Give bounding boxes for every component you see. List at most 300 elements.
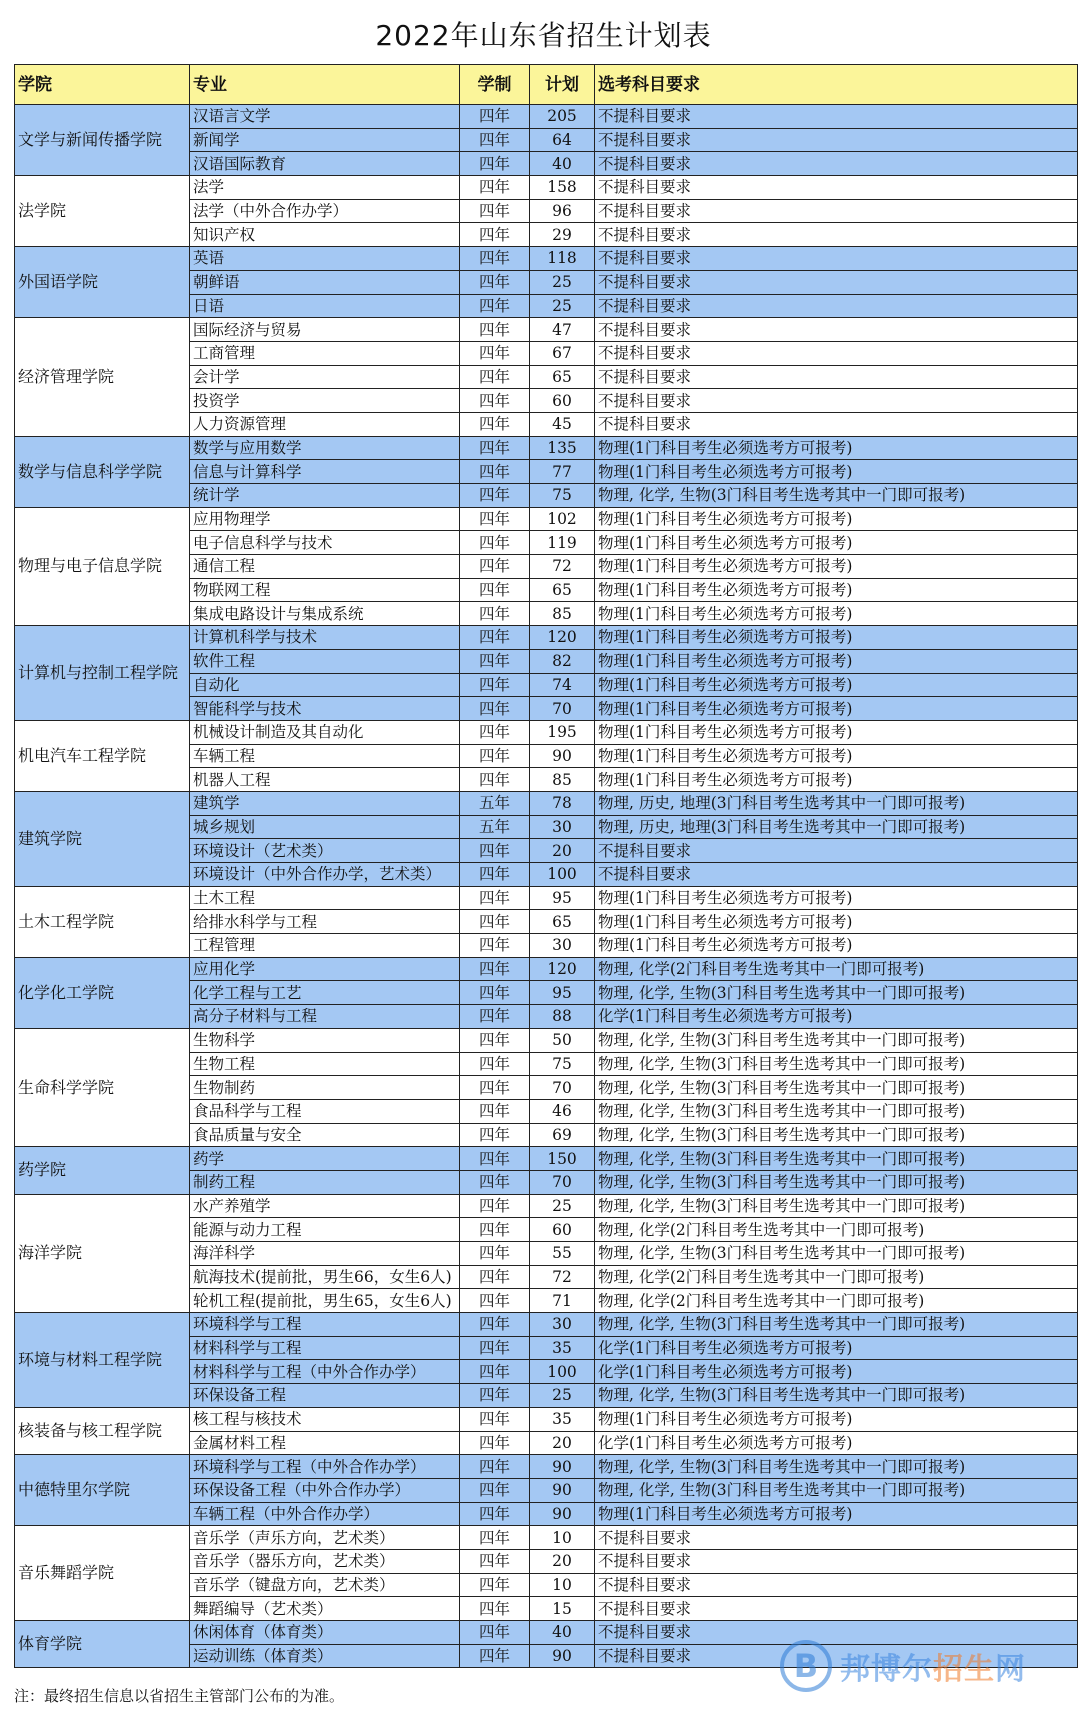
major-cell: 制药工程 bbox=[190, 1170, 460, 1194]
req-cell: 物理, 化学, 生物(3门科目考生选考其中一门即可报考) bbox=[595, 1052, 1078, 1076]
college-cell: 文学与新闻传播学院 bbox=[15, 105, 190, 176]
table-row bbox=[15, 105, 1078, 129]
major-cell: 材料科学与工程（中外合作办学） bbox=[190, 1360, 460, 1384]
req-cell: 不提科目要求 bbox=[595, 294, 1078, 318]
req-cell: 化学(1门科目考生必须选考方可报考) bbox=[595, 1336, 1078, 1360]
major-cell: 通信工程 bbox=[190, 555, 460, 579]
major-cell: 知识产权 bbox=[190, 223, 460, 247]
table-row bbox=[15, 1147, 1078, 1171]
plan-cell: 135 bbox=[530, 436, 595, 460]
req-cell: 物理(1门科目考生必须选考方可报考) bbox=[595, 626, 1078, 650]
years-cell: 四年 bbox=[460, 720, 530, 744]
plan-cell: 71 bbox=[530, 1289, 595, 1313]
header-requirement: 选考科目要求 bbox=[595, 65, 1078, 105]
req-cell: 化学(1门科目考生必须选考方可报考) bbox=[595, 1431, 1078, 1455]
years-cell: 四年 bbox=[460, 1597, 530, 1621]
major-cell: 化学工程与工艺 bbox=[190, 981, 460, 1005]
years-cell: 四年 bbox=[460, 626, 530, 650]
college-cell: 外国语学院 bbox=[15, 247, 190, 318]
years-cell: 四年 bbox=[460, 484, 530, 508]
years-cell: 四年 bbox=[460, 957, 530, 981]
major-cell: 电子信息科学与技术 bbox=[190, 531, 460, 555]
table-row bbox=[15, 626, 1078, 650]
plan-cell: 30 bbox=[530, 934, 595, 958]
plan-cell: 67 bbox=[530, 341, 595, 365]
plan-cell: 90 bbox=[530, 1455, 595, 1479]
plan-cell: 65 bbox=[530, 578, 595, 602]
header-major: 专业 bbox=[190, 65, 460, 105]
table-body bbox=[15, 105, 1078, 1668]
college-cell: 中德特里尔学院 bbox=[15, 1455, 190, 1526]
plan-cell: 96 bbox=[530, 199, 595, 223]
years-cell: 四年 bbox=[460, 555, 530, 579]
req-cell: 不提科目要求 bbox=[595, 863, 1078, 887]
major-cell: 水产养殖学 bbox=[190, 1194, 460, 1218]
plan-cell: 40 bbox=[530, 1621, 595, 1645]
header-college: 学院 bbox=[15, 65, 190, 105]
plan-cell: 75 bbox=[530, 484, 595, 508]
req-cell: 不提科目要求 bbox=[595, 270, 1078, 294]
plan-cell: 118 bbox=[530, 247, 595, 271]
table-row bbox=[15, 507, 1078, 531]
plan-cell: 90 bbox=[530, 1644, 595, 1668]
years-cell: 四年 bbox=[460, 1407, 530, 1431]
years-cell: 四年 bbox=[460, 199, 530, 223]
major-cell: 城乡规划 bbox=[190, 815, 460, 839]
req-cell: 物理, 历史, 地理(3门科目考生选考其中一门即可报考) bbox=[595, 791, 1078, 815]
major-cell: 高分子材料与工程 bbox=[190, 1005, 460, 1029]
years-cell: 四年 bbox=[460, 1573, 530, 1597]
req-cell: 物理(1门科目考生必须选考方可报考) bbox=[595, 720, 1078, 744]
req-cell: 物理, 化学, 生物(3门科目考生选考其中一门即可报考) bbox=[595, 1099, 1078, 1123]
major-cell: 集成电路设计与集成系统 bbox=[190, 602, 460, 626]
years-cell: 四年 bbox=[460, 1478, 530, 1502]
req-cell: 物理, 化学(2门科目考生选考其中一门即可报考) bbox=[595, 1289, 1078, 1313]
req-cell: 物理(1门科目考生必须选考方可报考) bbox=[595, 673, 1078, 697]
req-cell: 物理(1门科目考生必须选考方可报考) bbox=[595, 602, 1078, 626]
major-cell: 应用物理学 bbox=[190, 507, 460, 531]
plan-cell: 20 bbox=[530, 1431, 595, 1455]
plan-cell: 70 bbox=[530, 1076, 595, 1100]
years-cell: 四年 bbox=[460, 1005, 530, 1029]
years-cell: 四年 bbox=[460, 1147, 530, 1171]
plan-cell: 46 bbox=[530, 1099, 595, 1123]
major-cell: 环境科学与工程（中外合作办学） bbox=[190, 1455, 460, 1479]
plan-cell: 88 bbox=[530, 1005, 595, 1029]
college-cell: 化学化工学院 bbox=[15, 957, 190, 1028]
major-cell: 车辆工程（中外合作办学） bbox=[190, 1502, 460, 1526]
major-cell: 生物科学 bbox=[190, 1028, 460, 1052]
major-cell: 药学 bbox=[190, 1147, 460, 1171]
major-cell: 生物工程 bbox=[190, 1052, 460, 1076]
plan-cell: 102 bbox=[530, 507, 595, 531]
college-cell: 药学院 bbox=[15, 1147, 190, 1194]
plan-cell: 72 bbox=[530, 1265, 595, 1289]
plan-cell: 25 bbox=[530, 294, 595, 318]
major-cell: 信息与计算科学 bbox=[190, 460, 460, 484]
plan-cell: 100 bbox=[530, 863, 595, 887]
major-cell: 会计学 bbox=[190, 365, 460, 389]
years-cell: 四年 bbox=[460, 602, 530, 626]
plan-cell: 70 bbox=[530, 697, 595, 721]
major-cell: 轮机工程(提前批，男生65，女生6人) bbox=[190, 1289, 460, 1313]
table-row bbox=[15, 318, 1078, 342]
major-cell: 智能科学与技术 bbox=[190, 697, 460, 721]
major-cell: 环境科学与工程 bbox=[190, 1313, 460, 1337]
years-cell: 四年 bbox=[460, 1384, 530, 1408]
req-cell: 物理(1门科目考生必须选考方可报考) bbox=[595, 578, 1078, 602]
college-cell: 环境与材料工程学院 bbox=[15, 1313, 190, 1408]
plan-cell: 195 bbox=[530, 720, 595, 744]
plan-cell: 25 bbox=[530, 1194, 595, 1218]
major-cell: 音乐学（键盘方向，艺术类） bbox=[190, 1573, 460, 1597]
plan-cell: 70 bbox=[530, 1170, 595, 1194]
college-cell: 核装备与核工程学院 bbox=[15, 1407, 190, 1454]
college-cell: 机电汽车工程学院 bbox=[15, 720, 190, 791]
plan-cell: 60 bbox=[530, 1218, 595, 1242]
major-cell: 应用化学 bbox=[190, 957, 460, 981]
years-cell: 四年 bbox=[460, 910, 530, 934]
req-cell: 不提科目要求 bbox=[595, 1526, 1078, 1550]
major-cell: 人力资源管理 bbox=[190, 412, 460, 436]
plan-cell: 82 bbox=[530, 649, 595, 673]
years-cell: 四年 bbox=[460, 839, 530, 863]
req-cell: 不提科目要求 bbox=[595, 1621, 1078, 1645]
years-cell: 四年 bbox=[460, 768, 530, 792]
plan-cell: 75 bbox=[530, 1052, 595, 1076]
plan-cell: 20 bbox=[530, 839, 595, 863]
years-cell: 四年 bbox=[460, 649, 530, 673]
major-cell: 土木工程 bbox=[190, 886, 460, 910]
major-cell: 汉语国际教育 bbox=[190, 152, 460, 176]
major-cell: 法学 bbox=[190, 176, 460, 200]
req-cell: 不提科目要求 bbox=[595, 176, 1078, 200]
plan-cell: 95 bbox=[530, 981, 595, 1005]
major-cell: 国际经济与贸易 bbox=[190, 318, 460, 342]
years-cell: 五年 bbox=[460, 815, 530, 839]
college-cell: 法学院 bbox=[15, 176, 190, 247]
plan-cell: 15 bbox=[530, 1597, 595, 1621]
watermark-text-c: 网 bbox=[995, 1652, 1026, 1687]
req-cell: 物理(1门科目考生必须选考方可报考) bbox=[595, 460, 1078, 484]
req-cell: 物理(1门科目考生必须选考方可报考) bbox=[595, 1407, 1078, 1431]
req-cell: 不提科目要求 bbox=[595, 839, 1078, 863]
major-cell: 海洋科学 bbox=[190, 1242, 460, 1266]
req-cell: 物理, 化学, 生物(3门科目考生选考其中一门即可报考) bbox=[595, 1194, 1078, 1218]
req-cell: 物理(1门科目考生必须选考方可报考) bbox=[595, 768, 1078, 792]
years-cell: 四年 bbox=[460, 1265, 530, 1289]
major-cell: 运动训练（体育类） bbox=[190, 1644, 460, 1668]
plan-cell: 60 bbox=[530, 389, 595, 413]
plan-cell: 85 bbox=[530, 768, 595, 792]
years-cell: 四年 bbox=[460, 1360, 530, 1384]
req-cell: 物理, 化学(2门科目考生选考其中一门即可报考) bbox=[595, 1265, 1078, 1289]
table-row bbox=[15, 957, 1078, 981]
req-cell: 不提科目要求 bbox=[595, 223, 1078, 247]
req-cell: 不提科目要求 bbox=[595, 1549, 1078, 1573]
college-cell: 土木工程学院 bbox=[15, 886, 190, 957]
table-row bbox=[15, 1028, 1078, 1052]
major-cell: 核工程与核技术 bbox=[190, 1407, 460, 1431]
major-cell: 机械设计制造及其自动化 bbox=[190, 720, 460, 744]
table-row bbox=[15, 1407, 1078, 1431]
years-cell: 四年 bbox=[460, 744, 530, 768]
plan-cell: 25 bbox=[530, 1384, 595, 1408]
plan-cell: 74 bbox=[530, 673, 595, 697]
plan-cell: 55 bbox=[530, 1242, 595, 1266]
plan-cell: 10 bbox=[530, 1526, 595, 1550]
plan-cell: 35 bbox=[530, 1336, 595, 1360]
req-cell: 化学(1门科目考生必须选考方可报考) bbox=[595, 1005, 1078, 1029]
plan-cell: 40 bbox=[530, 152, 595, 176]
college-cell: 数学与信息科学学院 bbox=[15, 436, 190, 507]
years-cell: 四年 bbox=[460, 1621, 530, 1645]
major-cell: 新闻学 bbox=[190, 128, 460, 152]
major-cell: 朝鲜语 bbox=[190, 270, 460, 294]
years-cell: 四年 bbox=[460, 1028, 530, 1052]
table-row bbox=[15, 720, 1078, 744]
watermark-text-b: 招生 bbox=[933, 1652, 995, 1687]
major-cell: 生物制药 bbox=[190, 1076, 460, 1100]
years-cell: 四年 bbox=[460, 697, 530, 721]
major-cell: 金属材料工程 bbox=[190, 1431, 460, 1455]
years-cell: 五年 bbox=[460, 791, 530, 815]
table-row bbox=[15, 176, 1078, 200]
major-cell: 机器人工程 bbox=[190, 768, 460, 792]
major-cell: 计算机科学与技术 bbox=[190, 626, 460, 650]
req-cell: 不提科目要求 bbox=[595, 199, 1078, 223]
major-cell: 投资学 bbox=[190, 389, 460, 413]
years-cell: 四年 bbox=[460, 1123, 530, 1147]
years-cell: 四年 bbox=[460, 1218, 530, 1242]
watermark bbox=[780, 1636, 1070, 1696]
college-cell: 建筑学院 bbox=[15, 791, 190, 886]
plan-cell: 119 bbox=[530, 531, 595, 555]
plan-cell: 65 bbox=[530, 365, 595, 389]
plan-cell: 85 bbox=[530, 602, 595, 626]
table-row bbox=[15, 791, 1078, 815]
req-cell: 物理, 化学, 生物(3门科目考生选考其中一门即可报考) bbox=[595, 1242, 1078, 1266]
req-cell: 不提科目要求 bbox=[595, 1597, 1078, 1621]
years-cell: 四年 bbox=[460, 1336, 530, 1360]
major-cell: 能源与动力工程 bbox=[190, 1218, 460, 1242]
req-cell: 物理, 化学, 生物(3门科目考生选考其中一门即可报考) bbox=[595, 1170, 1078, 1194]
plan-cell: 77 bbox=[530, 460, 595, 484]
req-cell: 物理(1门科目考生必须选考方可报考) bbox=[595, 934, 1078, 958]
plan-cell: 25 bbox=[530, 270, 595, 294]
plan-cell: 47 bbox=[530, 318, 595, 342]
major-cell: 工程管理 bbox=[190, 934, 460, 958]
req-cell: 不提科目要求 bbox=[595, 247, 1078, 271]
years-cell: 四年 bbox=[460, 1431, 530, 1455]
years-cell: 四年 bbox=[460, 981, 530, 1005]
years-cell: 四年 bbox=[460, 176, 530, 200]
years-cell: 四年 bbox=[460, 531, 530, 555]
plan-cell: 72 bbox=[530, 555, 595, 579]
plan-cell: 35 bbox=[530, 1407, 595, 1431]
college-cell: 经济管理学院 bbox=[15, 318, 190, 436]
major-cell: 自动化 bbox=[190, 673, 460, 697]
college-cell: 体育学院 bbox=[15, 1621, 190, 1668]
plan-cell: 50 bbox=[530, 1028, 595, 1052]
req-cell: 物理, 化学, 生物(3门科目考生选考其中一门即可报考) bbox=[595, 1313, 1078, 1337]
plan-cell: 90 bbox=[530, 744, 595, 768]
table-row bbox=[15, 1194, 1078, 1218]
req-cell: 物理(1门科目考生必须选考方可报考) bbox=[595, 649, 1078, 673]
req-cell: 物理(1门科目考生必须选考方可报考) bbox=[595, 555, 1078, 579]
years-cell: 四年 bbox=[460, 247, 530, 271]
req-cell: 不提科目要求 bbox=[595, 389, 1078, 413]
req-cell: 物理, 化学, 生物(3门科目考生选考其中一门即可报考) bbox=[595, 1123, 1078, 1147]
header-plan: 计划 bbox=[530, 65, 595, 105]
req-cell: 物理(1门科目考生必须选考方可报考) bbox=[595, 1502, 1078, 1526]
req-cell: 物理, 化学, 生物(3门科目考生选考其中一门即可报考) bbox=[595, 1384, 1078, 1408]
table-row bbox=[15, 247, 1078, 271]
table-row bbox=[15, 886, 1078, 910]
years-cell: 四年 bbox=[460, 105, 530, 129]
watermark-logo-icon: B bbox=[780, 1640, 832, 1692]
plan-cell: 64 bbox=[530, 128, 595, 152]
years-cell: 四年 bbox=[460, 1242, 530, 1266]
years-cell: 四年 bbox=[460, 863, 530, 887]
major-cell: 建筑学 bbox=[190, 791, 460, 815]
years-cell: 四年 bbox=[460, 1170, 530, 1194]
major-cell: 环保设备工程（中外合作办学） bbox=[190, 1478, 460, 1502]
req-cell: 物理, 化学(2门科目考生选考其中一门即可报考) bbox=[595, 1218, 1078, 1242]
major-cell: 软件工程 bbox=[190, 649, 460, 673]
req-cell: 不提科目要求 bbox=[595, 1644, 1078, 1668]
years-cell: 四年 bbox=[460, 436, 530, 460]
years-cell: 四年 bbox=[460, 365, 530, 389]
major-cell: 汉语言文学 bbox=[190, 105, 460, 129]
req-cell: 化学(1门科目考生必须选考方可报考) bbox=[595, 1360, 1078, 1384]
major-cell: 音乐学（器乐方向，艺术类） bbox=[190, 1549, 460, 1573]
years-cell: 四年 bbox=[460, 389, 530, 413]
years-cell: 四年 bbox=[460, 1502, 530, 1526]
years-cell: 四年 bbox=[460, 1289, 530, 1313]
years-cell: 四年 bbox=[460, 223, 530, 247]
plan-cell: 90 bbox=[530, 1478, 595, 1502]
table-row bbox=[15, 436, 1078, 460]
admission-plan-table bbox=[14, 64, 1078, 1668]
major-cell: 物联网工程 bbox=[190, 578, 460, 602]
major-cell: 日语 bbox=[190, 294, 460, 318]
req-cell: 物理(1门科目考生必须选考方可报考) bbox=[595, 697, 1078, 721]
req-cell: 物理, 化学, 生物(3门科目考生选考其中一门即可报考) bbox=[595, 1455, 1078, 1479]
req-cell: 物理, 化学, 生物(3门科目考生选考其中一门即可报考) bbox=[595, 1076, 1078, 1100]
plan-cell: 45 bbox=[530, 412, 595, 436]
years-cell: 四年 bbox=[460, 1099, 530, 1123]
years-cell: 四年 bbox=[460, 1194, 530, 1218]
page-title: 2022年山东省招生计划表 bbox=[375, 19, 712, 52]
req-cell: 不提科目要求 bbox=[595, 152, 1078, 176]
major-cell: 车辆工程 bbox=[190, 744, 460, 768]
req-cell: 物理(1门科目考生必须选考方可报考) bbox=[595, 910, 1078, 934]
years-cell: 四年 bbox=[460, 270, 530, 294]
major-cell: 工商管理 bbox=[190, 341, 460, 365]
major-cell: 法学（中外合作办学） bbox=[190, 199, 460, 223]
plan-cell: 20 bbox=[530, 1549, 595, 1573]
plan-cell: 150 bbox=[530, 1147, 595, 1171]
req-cell: 不提科目要求 bbox=[595, 105, 1078, 129]
plan-cell: 78 bbox=[530, 791, 595, 815]
plan-cell: 69 bbox=[530, 1123, 595, 1147]
major-cell: 统计学 bbox=[190, 484, 460, 508]
years-cell: 四年 bbox=[460, 341, 530, 365]
major-cell: 材料科学与工程 bbox=[190, 1336, 460, 1360]
years-cell: 四年 bbox=[460, 673, 530, 697]
years-cell: 四年 bbox=[460, 1052, 530, 1076]
college-cell: 物理与电子信息学院 bbox=[15, 507, 190, 625]
req-cell: 物理, 历史, 地理(3门科目考生选考其中一门即可报考) bbox=[595, 815, 1078, 839]
req-cell: 物理(1门科目考生必须选考方可报考) bbox=[595, 886, 1078, 910]
table-row bbox=[15, 1313, 1078, 1337]
header-years: 学制 bbox=[460, 65, 530, 105]
major-cell: 食品科学与工程 bbox=[190, 1099, 460, 1123]
table-header-row bbox=[15, 65, 1078, 105]
college-cell: 计算机与控制工程学院 bbox=[15, 626, 190, 721]
plan-cell: 10 bbox=[530, 1573, 595, 1597]
req-cell: 物理, 化学(2门科目考生选考其中一门即可报考) bbox=[595, 957, 1078, 981]
req-cell: 物理, 化学, 生物(3门科目考生选考其中一门即可报考) bbox=[595, 1478, 1078, 1502]
years-cell: 四年 bbox=[460, 460, 530, 484]
watermark-text-a: 邦博尔 bbox=[840, 1652, 933, 1687]
major-cell: 航海技术(提前批，男生66，女生6人) bbox=[190, 1265, 460, 1289]
req-cell: 不提科目要求 bbox=[595, 128, 1078, 152]
major-cell: 给排水科学与工程 bbox=[190, 910, 460, 934]
years-cell: 四年 bbox=[460, 294, 530, 318]
years-cell: 四年 bbox=[460, 1644, 530, 1668]
req-cell: 物理(1门科目考生必须选考方可报考) bbox=[595, 436, 1078, 460]
years-cell: 四年 bbox=[460, 318, 530, 342]
years-cell: 四年 bbox=[460, 886, 530, 910]
plan-cell: 30 bbox=[530, 815, 595, 839]
years-cell: 四年 bbox=[460, 934, 530, 958]
years-cell: 四年 bbox=[460, 128, 530, 152]
major-cell: 数学与应用数学 bbox=[190, 436, 460, 460]
college-cell: 海洋学院 bbox=[15, 1194, 190, 1312]
major-cell: 英语 bbox=[190, 247, 460, 271]
req-cell: 物理, 化学, 生物(3门科目考生选考其中一门即可报考) bbox=[595, 484, 1078, 508]
watermark-text bbox=[840, 1644, 1026, 1688]
req-cell: 不提科目要求 bbox=[595, 365, 1078, 389]
major-cell: 音乐学（声乐方向，艺术类） bbox=[190, 1526, 460, 1550]
years-cell: 四年 bbox=[460, 1313, 530, 1337]
plan-cell: 90 bbox=[530, 1502, 595, 1526]
table-row bbox=[15, 1455, 1078, 1479]
footnote: 注：最终招生信息以省招生主管部门公布的为准。 bbox=[14, 1687, 345, 1705]
years-cell: 四年 bbox=[460, 1076, 530, 1100]
major-cell: 环境设计（艺术类） bbox=[190, 839, 460, 863]
plan-cell: 30 bbox=[530, 1313, 595, 1337]
plan-cell: 95 bbox=[530, 886, 595, 910]
plan-cell: 65 bbox=[530, 910, 595, 934]
years-cell: 四年 bbox=[460, 152, 530, 176]
years-cell: 四年 bbox=[460, 412, 530, 436]
req-cell: 物理(1门科目考生必须选考方可报考) bbox=[595, 507, 1078, 531]
plan-cell: 29 bbox=[530, 223, 595, 247]
plan-cell: 205 bbox=[530, 105, 595, 129]
major-cell: 休闲体育（体育类） bbox=[190, 1621, 460, 1645]
years-cell: 四年 bbox=[460, 507, 530, 531]
plan-cell: 100 bbox=[530, 1360, 595, 1384]
req-cell: 不提科目要求 bbox=[595, 1573, 1078, 1597]
years-cell: 四年 bbox=[460, 1526, 530, 1550]
years-cell: 四年 bbox=[460, 578, 530, 602]
req-cell: 物理, 化学, 生物(3门科目考生选考其中一门即可报考) bbox=[595, 1147, 1078, 1171]
college-cell: 生命科学学院 bbox=[15, 1028, 190, 1146]
major-cell: 环境设计（中外合作办学，艺术类） bbox=[190, 863, 460, 887]
